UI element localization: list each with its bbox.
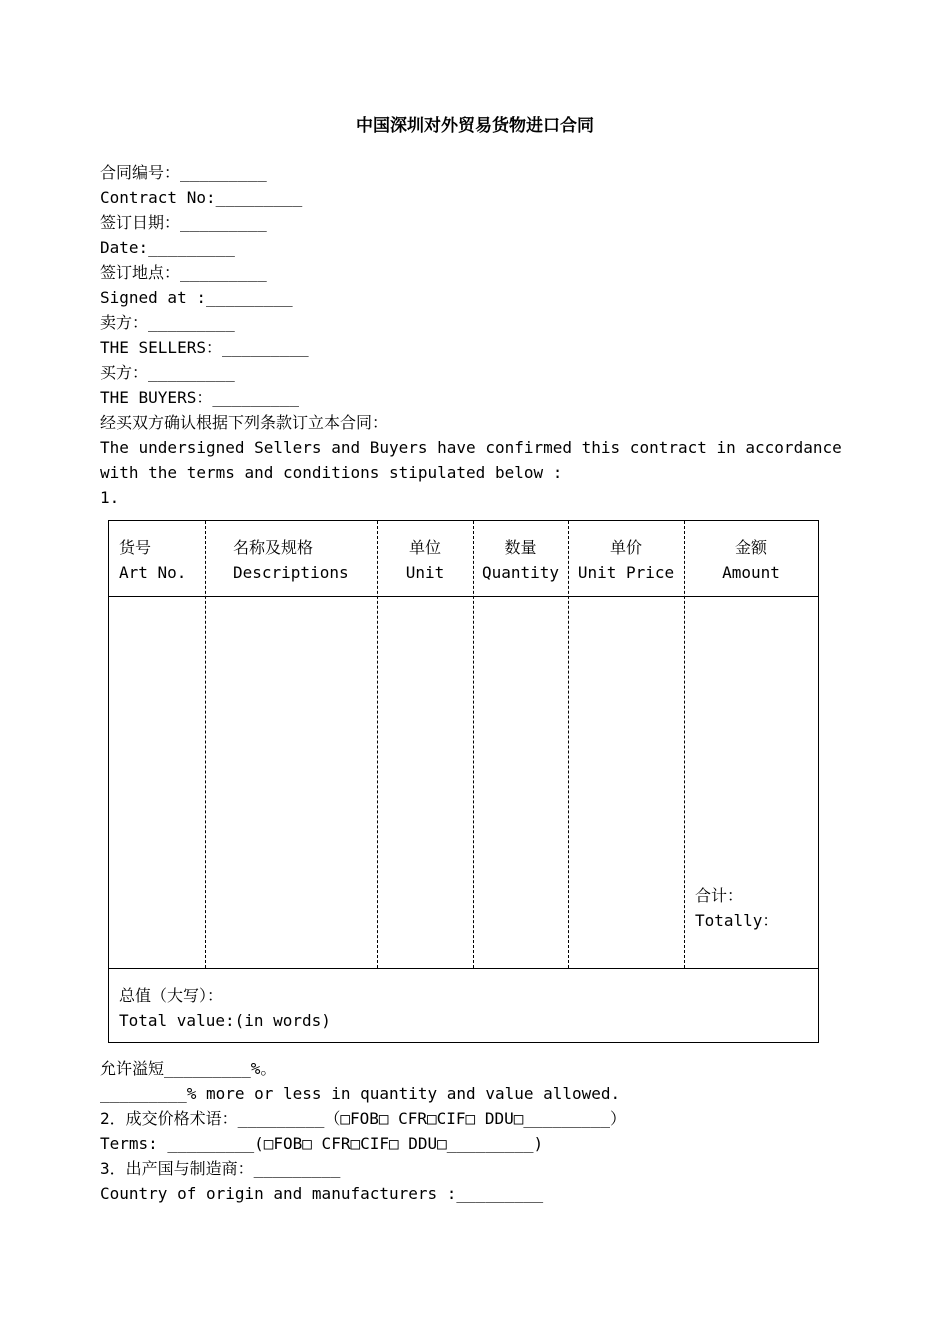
clause-1-number: 1. <box>100 488 120 507</box>
total-divider <box>109 968 818 969</box>
header-descriptions: 名称及规格 Descriptions <box>233 538 349 582</box>
header-unit-price: 单价 Unit Price <box>577 538 675 582</box>
price-terms-en: Terms: _________(□FOB□ CFR□CIF□ DDU□_________) <box>100 1134 544 1153</box>
contract-no-en: Contract No:_________ <box>100 188 303 207</box>
agreement-statement-en-2: with the terms and conditions stipulated below : <box>100 463 563 482</box>
buyer-cn: 买方：_________ <box>100 363 235 382</box>
signing-place-en: Signed at :_________ <box>100 288 293 307</box>
signing-date-cn: 签订日期：_________ <box>100 213 267 232</box>
header-quantity: 数量 Quantity <box>481 538 560 582</box>
header-unit: 单位 Unit <box>405 538 445 582</box>
origin-manufacturer-en: Country of origin and manufacturers :_________ <box>100 1184 544 1203</box>
column-divider <box>377 521 378 968</box>
contract-title: 中国深圳对外贸易货物进口合同 <box>356 116 594 136</box>
column-divider <box>473 521 474 968</box>
seller-en: THE SELLERS：_________ <box>100 338 309 357</box>
agreement-statement-en-1: The undersigned Sellers and Buyers have confirmed this contract in accordance <box>100 438 842 457</box>
total-value-in-words: 总值（大写）： Total value:(in words) <box>119 986 331 1030</box>
goods-table <box>108 520 819 1043</box>
totally-label: 合计： Totally： <box>695 886 779 930</box>
signing-date-en: Date:_________ <box>100 238 235 257</box>
tolerance-en: _________% more or less in quantity and value allowed. <box>100 1084 621 1103</box>
contract-clauses <box>100 1056 880 1206</box>
contract-no-cn: 合同编号：_________ <box>100 163 267 182</box>
header-amount: 金额 Amount <box>722 538 780 582</box>
price-terms-cn: 2．成交价格术语：_________（□FOB□ CFR□CIF□ DDU□_________） <box>100 1109 627 1128</box>
header-art-no: 货号 Art No. <box>119 538 187 582</box>
column-divider <box>568 521 569 968</box>
header-divider <box>109 596 818 597</box>
buyer-en: THE BUYERS：_________ <box>100 388 300 407</box>
column-divider <box>205 521 206 968</box>
contract-header-fields <box>100 160 860 510</box>
signing-place-cn: 签订地点：_________ <box>100 263 267 282</box>
column-divider <box>684 521 685 968</box>
seller-cn: 卖方：_________ <box>100 313 235 332</box>
agreement-statement-cn: 经买双方确认根据下列条款订立本合同： <box>100 413 389 432</box>
tolerance-cn: 允许溢短_________%。 <box>100 1059 277 1078</box>
origin-manufacturer-cn: 3．出产国与制造商：_________ <box>100 1159 341 1178</box>
